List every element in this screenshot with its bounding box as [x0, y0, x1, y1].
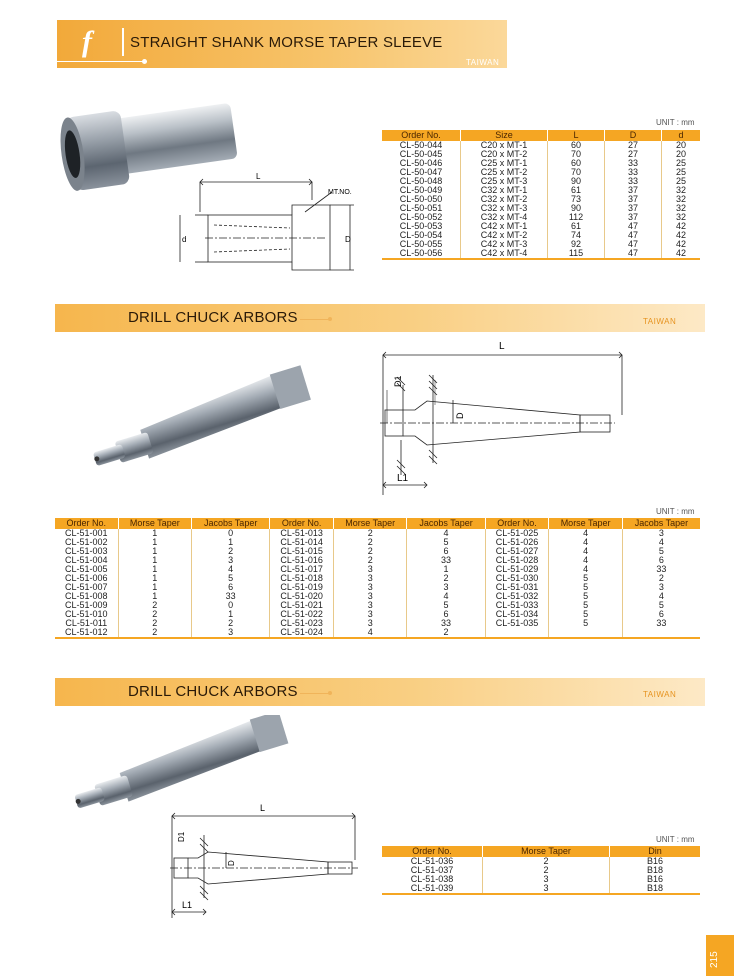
col-header: d — [662, 130, 701, 141]
table-cell: C32 x MT-2 — [461, 195, 548, 204]
table-cell: 3 — [407, 583, 485, 592]
table-cell: 5 — [549, 574, 623, 583]
table-cell: 5 — [407, 538, 485, 547]
dim-L1-label: L1 — [397, 473, 409, 484]
table-cell: 2 — [333, 529, 407, 538]
col-header: Morse Taper — [549, 518, 623, 529]
table-cell: CL-51-019 — [270, 583, 334, 592]
table-cell: 1 — [118, 574, 192, 583]
col-header: Size — [461, 130, 548, 141]
table-cell: CL-51-015 — [270, 547, 334, 556]
table-cell: 4 — [549, 556, 623, 565]
table-cell: 33 — [605, 177, 662, 186]
table-cell: 2 — [118, 610, 192, 619]
table-cell: 1 — [118, 592, 192, 601]
table-cell: 1 — [118, 538, 192, 547]
table-cell: 6 — [192, 583, 270, 592]
table-cell: CL-50-055 — [382, 240, 461, 249]
dim-L-label: L — [499, 341, 505, 352]
table-cell: CL-51-013 — [270, 529, 334, 538]
table-cell: 33 — [656, 564, 667, 574]
table-cell: 61 — [548, 186, 605, 195]
table-cell: 5 — [192, 574, 270, 583]
table-cell: 5 — [658, 600, 664, 610]
col-header: Order No. — [270, 518, 334, 529]
table-cell: B16 — [646, 874, 663, 884]
table-cell — [622, 628, 700, 638]
section2-region: TAIWAN — [643, 317, 677, 326]
table-cell: 6 — [407, 547, 485, 556]
table-cell: CL-50-048 — [382, 177, 461, 186]
table-cell: CL-51-033 — [485, 601, 549, 610]
table-cell: 2 — [483, 866, 610, 875]
table-cell: 92 — [548, 240, 605, 249]
table-cell: 42 — [675, 230, 686, 240]
dim-L-label: L — [256, 172, 261, 181]
table-cell: CL-50-045 — [382, 150, 461, 159]
table-cell — [549, 628, 623, 638]
table-cell: CL-51-028 — [485, 556, 549, 565]
table-cell: 4 — [549, 547, 623, 556]
col-header: Morse Taper — [118, 518, 192, 529]
table-cell: CL-51-001 — [55, 529, 118, 538]
dim-D1-label: D1 — [177, 831, 186, 842]
table-cell: 3 — [483, 875, 610, 884]
table-cell: 3 — [333, 619, 407, 628]
col-header: Jacobs Taper — [192, 518, 270, 529]
table-cell: CL-50-056 — [382, 249, 461, 259]
table-cell: 33 — [656, 618, 667, 628]
table-cell: 37 — [605, 213, 662, 222]
table-cell: 61 — [548, 222, 605, 231]
col-header: L — [548, 130, 605, 141]
table-cell: CL-50-049 — [382, 186, 461, 195]
table-cell: CL-51-021 — [270, 601, 334, 610]
dim-D-label: D — [455, 412, 465, 419]
table-cell: 5 — [407, 601, 485, 610]
table-cell: 2 — [407, 628, 485, 638]
table-cell: 33 — [407, 619, 485, 628]
table-cell: CL-50-051 — [382, 204, 461, 213]
table-cell: 3 — [333, 592, 407, 601]
table-cell: 2 — [192, 547, 270, 556]
table-cell: 2 — [483, 857, 610, 866]
table-cell: CL-51-030 — [485, 574, 549, 583]
section3-rule — [300, 693, 330, 694]
table-cell: 3 — [658, 528, 664, 538]
table-cell: 6 — [407, 610, 485, 619]
arbor-drawing-1 — [375, 335, 635, 500]
table-cell: 3 — [333, 610, 407, 619]
table-cell: 4 — [407, 592, 485, 601]
table-cell: CL-51-027 — [485, 547, 549, 556]
arbor-illustration-1 — [80, 360, 320, 480]
table-cell: C25 x MT-3 — [461, 177, 548, 186]
table-cell: 4 — [658, 537, 664, 547]
table-cell: 37 — [605, 195, 662, 204]
table-cell: CL-51-016 — [270, 556, 334, 565]
table-cell: 4 — [549, 565, 623, 574]
table-cell: 0 — [192, 601, 270, 610]
col-header: Order No. — [382, 130, 461, 141]
table-cell: 90 — [548, 204, 605, 213]
table-cell: 33 — [407, 556, 485, 565]
table-cell: C32 x MT-1 — [461, 186, 548, 195]
table-cell: 3 — [192, 556, 270, 565]
table-cell: 2 — [118, 601, 192, 610]
table-cell: CL-50-050 — [382, 195, 461, 204]
table-cell: 2 — [192, 619, 270, 628]
col-header: Order No. — [485, 518, 549, 529]
table-cell: 90 — [548, 177, 605, 186]
col-header: D — [605, 130, 662, 141]
table-cell: 6 — [658, 555, 664, 565]
table-cell: C42 x MT-3 — [461, 240, 548, 249]
table-cell: CL-51-008 — [55, 592, 118, 601]
table-cell: 20 — [675, 140, 686, 150]
table-cell: 2 — [333, 556, 407, 565]
table-cell: 37 — [605, 186, 662, 195]
arbor-table-2 — [382, 846, 700, 895]
table-cell: 1 — [118, 583, 192, 592]
table-cell: 3 — [333, 574, 407, 583]
table-cell: C20 x MT-1 — [461, 141, 548, 150]
table-cell: CL-51-026 — [485, 538, 549, 547]
table-cell: 3 — [192, 628, 270, 638]
table-cell: CL-51-006 — [55, 574, 118, 583]
table-cell: CL-51-031 — [485, 583, 549, 592]
dim-L1-label: L1 — [182, 900, 193, 910]
table-cell: 70 — [548, 150, 605, 159]
header-region: TAIWAN — [466, 58, 500, 67]
arbor-table-1 — [55, 518, 700, 639]
table-cell: C42 x MT-1 — [461, 222, 548, 231]
dim-mt-label: MT.NO. — [328, 189, 352, 196]
table-cell: 6 — [658, 609, 664, 619]
table-cell: C25 x MT-1 — [461, 159, 548, 168]
table-cell: 20 — [675, 149, 686, 159]
table-cell: CL-51-014 — [270, 538, 334, 547]
table-cell: 27 — [605, 141, 662, 150]
table-cell: 25 — [675, 167, 686, 177]
dim-D-label: D — [227, 860, 236, 866]
table-cell: CL-50-044 — [382, 141, 461, 150]
table-cell: 1 — [192, 538, 270, 547]
table-row — [55, 628, 700, 638]
table-cell: 32 — [675, 212, 686, 222]
table-cell: 27 — [605, 150, 662, 159]
table-cell: C25 x MT-2 — [461, 168, 548, 177]
table-cell: CL-51-018 — [270, 574, 334, 583]
table-cell: 37 — [605, 204, 662, 213]
table-cell: C32 x MT-4 — [461, 213, 548, 222]
table-cell: 2 — [333, 547, 407, 556]
table-cell: CL-51-037 — [382, 866, 483, 875]
table-cell: 70 — [548, 168, 605, 177]
table-cell: 47 — [605, 231, 662, 240]
table-cell: 33 — [605, 159, 662, 168]
table-cell: CL-51-029 — [485, 565, 549, 574]
unit-label-2: UNIT : mm — [656, 507, 695, 516]
table-cell: 42 — [675, 239, 686, 249]
table-cell: CL-50-054 — [382, 231, 461, 240]
section3-rule-dot — [328, 691, 332, 695]
table-cell: 4 — [407, 529, 485, 538]
table-cell: CL-51-032 — [485, 592, 549, 601]
table-cell: CL-51-023 — [270, 619, 334, 628]
unit-label-1: UNIT : mm — [656, 118, 695, 127]
table-cell: CL-51-004 — [55, 556, 118, 565]
table-cell: 4 — [549, 538, 623, 547]
table-cell: CL-51-002 — [55, 538, 118, 547]
table-cell: 42 — [662, 249, 701, 259]
table-cell: C32 x MT-3 — [461, 204, 548, 213]
table-cell: 3 — [333, 601, 407, 610]
table-cell: 1 — [407, 565, 485, 574]
table-cell: 1 — [118, 529, 192, 538]
table-row — [382, 249, 700, 259]
table-cell: 4 — [333, 628, 407, 638]
table-cell: 1 — [118, 547, 192, 556]
table-cell: 3 — [658, 582, 664, 592]
section2-rule-dot — [328, 317, 332, 321]
dim-L-label: L — [260, 803, 266, 813]
table-cell: 3 — [483, 884, 610, 894]
table-cell: C20 x MT-2 — [461, 150, 548, 159]
table-cell: 4 — [192, 565, 270, 574]
col-header: Jacobs Taper — [407, 518, 485, 529]
table-cell: CL-51-007 — [55, 583, 118, 592]
table-cell: 5 — [549, 583, 623, 592]
table-cell: 5 — [549, 610, 623, 619]
table-cell: CL-51-034 — [485, 610, 549, 619]
table-cell: 32 — [675, 185, 686, 195]
col-header: Morse Taper — [333, 518, 407, 529]
dim-d-label: d — [182, 235, 187, 244]
table-cell: CL-51-038 — [382, 875, 483, 884]
table-cell: 5 — [549, 601, 623, 610]
table-cell: 3 — [333, 583, 407, 592]
table-cell: 3 — [333, 565, 407, 574]
section3-region: TAIWAN — [643, 690, 677, 699]
table-cell: 112 — [548, 213, 605, 222]
table-cell: 115 — [548, 249, 605, 259]
section3-title: DRILL CHUCK ARBORS — [128, 683, 298, 700]
col-header: Din — [610, 846, 701, 857]
table-cell — [485, 628, 549, 638]
table-cell: 1 — [192, 610, 270, 619]
table-cell: 32 — [675, 194, 686, 204]
table-cell: 2 — [407, 574, 485, 583]
dim-D1-label: D1 — [393, 375, 403, 387]
table-cell: 33 — [605, 168, 662, 177]
table-cell: CL-51-036 — [382, 857, 483, 866]
page-number: 215 — [709, 951, 720, 968]
table-cell: B18 — [646, 865, 663, 875]
page-title: STRAIGHT SHANK MORSE TAPER SLEEVE — [130, 34, 443, 51]
table-cell: 74 — [548, 231, 605, 240]
table-cell: C42 x MT-4 — [461, 249, 548, 259]
table-cell: CL-51-035 — [485, 619, 549, 628]
table-cell: 5 — [549, 619, 623, 628]
section2-rule — [300, 319, 330, 320]
table-cell: 2 — [333, 538, 407, 547]
sleeve-drawing — [170, 170, 370, 280]
table-cell: CL-50-052 — [382, 213, 461, 222]
table-cell: 5 — [658, 546, 664, 556]
table-cell: 2 — [658, 573, 664, 583]
table-cell: CL-51-025 — [485, 529, 549, 538]
table-cell: CL-51-017 — [270, 565, 334, 574]
company-logo: f — [82, 25, 92, 58]
table-cell: 25 — [675, 176, 686, 186]
table-cell: 60 — [548, 159, 605, 168]
table-cell: CL-50-046 — [382, 159, 461, 168]
table-cell: 47 — [605, 249, 662, 259]
table-cell: CL-51-012 — [55, 628, 118, 638]
table-cell: CL-51-010 — [55, 610, 118, 619]
header-divider — [122, 28, 124, 56]
table-cell: 73 — [548, 195, 605, 204]
table-cell: CL-51-022 — [270, 610, 334, 619]
table-cell: C42 x MT-2 — [461, 231, 548, 240]
table-cell: 60 — [548, 141, 605, 150]
table-cell: CL-51-024 — [270, 628, 334, 638]
col-header: Order No. — [382, 846, 483, 857]
arbor-drawing-2 — [160, 800, 370, 925]
table-cell: CL-51-039 — [382, 884, 483, 894]
table-cell: 4 — [658, 591, 664, 601]
table-cell: 0 — [192, 529, 270, 538]
table-cell: B16 — [646, 856, 663, 866]
unit-label-3: UNIT : mm — [656, 835, 695, 844]
header-rule-dot — [142, 59, 147, 64]
table-cell: 2 — [118, 628, 192, 638]
table-cell: CL-51-009 — [55, 601, 118, 610]
table-cell: 32 — [675, 203, 686, 213]
table-cell: 42 — [675, 221, 686, 231]
sleeve-table — [382, 130, 700, 260]
table-cell: CL-50-047 — [382, 168, 461, 177]
table-cell: 47 — [605, 240, 662, 249]
table-cell: 33 — [192, 592, 270, 601]
section2-title: DRILL CHUCK ARBORS — [128, 309, 298, 326]
table-cell: B18 — [610, 884, 701, 894]
col-header: Order No. — [55, 518, 118, 529]
table-cell: CL-51-011 — [55, 619, 118, 628]
table-cell: 1 — [118, 556, 192, 565]
table-cell: 25 — [675, 158, 686, 168]
table-cell: 5 — [549, 592, 623, 601]
table-row — [382, 884, 700, 894]
table-cell: CL-50-053 — [382, 222, 461, 231]
table-cell: 1 — [118, 565, 192, 574]
dim-D-label: D — [345, 235, 351, 244]
table-cell: 4 — [549, 529, 623, 538]
table-cell: CL-51-005 — [55, 565, 118, 574]
header-rule — [57, 61, 147, 62]
col-header: Morse Taper — [483, 846, 610, 857]
table-cell: 47 — [605, 222, 662, 231]
table-cell: CL-51-003 — [55, 547, 118, 556]
col-header: Jacobs Taper — [622, 518, 700, 529]
table-cell: CL-51-020 — [270, 592, 334, 601]
table-cell: 2 — [118, 619, 192, 628]
